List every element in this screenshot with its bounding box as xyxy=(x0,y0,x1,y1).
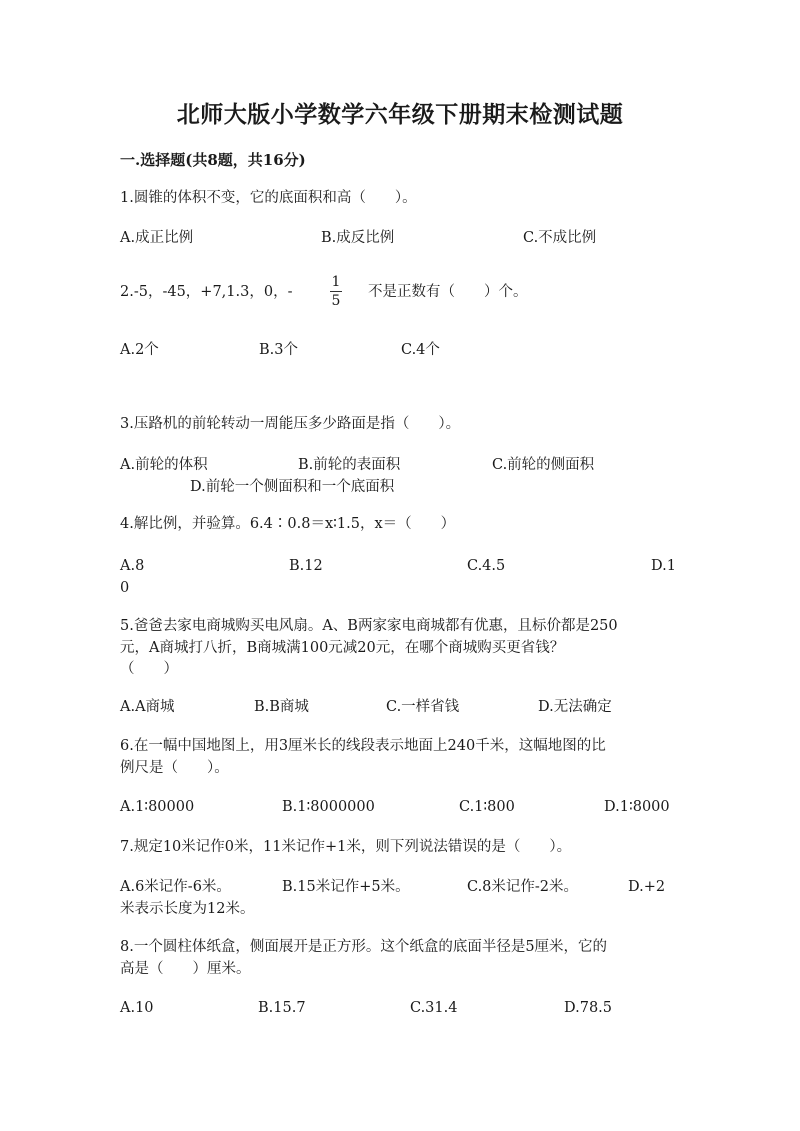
page-title: 北师大版小学数学六年级下册期末检测试题 xyxy=(176,101,624,128)
question-5-option-d: D.无法确定 xyxy=(538,699,612,715)
question-7-option-d-wrap: 米表示长度为12米。 xyxy=(120,901,255,917)
question-5-stem-line-2: 元，A商城打八折，B商城满100元减20元，在哪个商城购买更省钱？ xyxy=(120,640,565,656)
question-3-option-b: B.前轮的表面积 xyxy=(298,457,401,473)
question-1-option-b: B.成反比例 xyxy=(321,230,395,246)
question-1-option-c: C.不成比例 xyxy=(523,230,597,246)
question-2-stem-before: 2.-5，-45，+7,1.3，0，- xyxy=(120,284,293,300)
question-7-stem: 7.规定10米记作0米，11米记作+1米，则下列说法错误的是（ ）。 xyxy=(120,839,572,855)
question-8-stem-line-1: 8.一个圆柱体纸盒，侧面展开是正方形。这个纸盒的底面半径是5厘米，它的 xyxy=(120,939,608,955)
question-2-option-a: A.2个 xyxy=(120,342,159,358)
question-4-stem: 4.解比例，并验算。6.4∶0.8＝x∶1.5，x＝（ ） xyxy=(120,516,456,532)
question-2-option-b: B.3个 xyxy=(259,342,298,358)
question-4-option-d: D.1 xyxy=(651,558,676,574)
question-8-option-a: A.10 xyxy=(120,1000,154,1016)
question-3-stem: 3.压路机的前轮转动一周能压多少路面是指（ ）。 xyxy=(120,416,461,432)
question-8-stem-line-2: 高是（ ）厘米。 xyxy=(120,961,251,977)
question-6-option-b: B.1∶8000000 xyxy=(282,799,375,815)
question-6-stem-line-1: 6.在一幅中国地图上，用3厘米长的线段表示地面上240千米，这幅地图的比 xyxy=(120,738,606,754)
question-1-option-a: A.成正比例 xyxy=(120,230,194,246)
question-5-stem-line-1: 5.爸爸去家电商城购买电风扇。A、B两家家电商城都有优惠，且标价都是250 xyxy=(120,618,618,634)
question-6-option-a: A.1∶80000 xyxy=(120,799,195,815)
question-8-option-d: D.78.5 xyxy=(564,1000,613,1016)
question-6-option-d: D.1∶8000 xyxy=(604,799,670,815)
fraction-denominator: 5 xyxy=(331,293,341,309)
question-6-option-c: C.1∶800 xyxy=(459,799,515,815)
question-7-option-c: C.8米记作-2米。 xyxy=(467,879,579,895)
question-4-option-a: A.8 xyxy=(120,558,145,574)
question-5-option-a: A.A商城 xyxy=(120,699,175,715)
question-4-option-d-wrap: 0 xyxy=(120,580,130,596)
question-4-option-b: B.12 xyxy=(289,558,323,574)
question-5-stem-line-3: （ ） xyxy=(120,661,178,677)
question-3-option-c: C.前轮的侧面积 xyxy=(492,457,595,473)
question-3-option-d: D.前轮一个侧面积和一个底面积 xyxy=(190,479,395,495)
question-8-option-b: B.15.7 xyxy=(258,1000,306,1016)
question-2-option-c: C.4个 xyxy=(401,342,440,358)
question-7-option-d: D.+2 xyxy=(628,879,666,895)
fraction-bar xyxy=(330,291,342,292)
question-7-option-b: B.15米记作+5米。 xyxy=(282,879,410,895)
question-1-stem: 1.圆锥的体积不变，它的底面积和高（ ）。 xyxy=(120,190,417,206)
question-5-option-c: C.一样省钱 xyxy=(386,699,460,715)
question-4-option-c: C.4.5 xyxy=(467,558,506,574)
question-6-stem-line-2: 例尺是（ ）。 xyxy=(120,760,229,776)
question-8-option-c: C.31.4 xyxy=(410,1000,458,1016)
question-5-option-b: B.B商城 xyxy=(254,699,309,715)
question-7-option-a: A.6米记作-6米。 xyxy=(120,879,231,895)
section-heading: 一.选择题(共8题，共16分) xyxy=(120,151,306,169)
question-3-option-a: A.前轮的体积 xyxy=(120,457,208,473)
fraction-numerator: 1 xyxy=(331,274,341,290)
question-2-stem-after: 不是正数有（ ）个。 xyxy=(368,284,528,300)
